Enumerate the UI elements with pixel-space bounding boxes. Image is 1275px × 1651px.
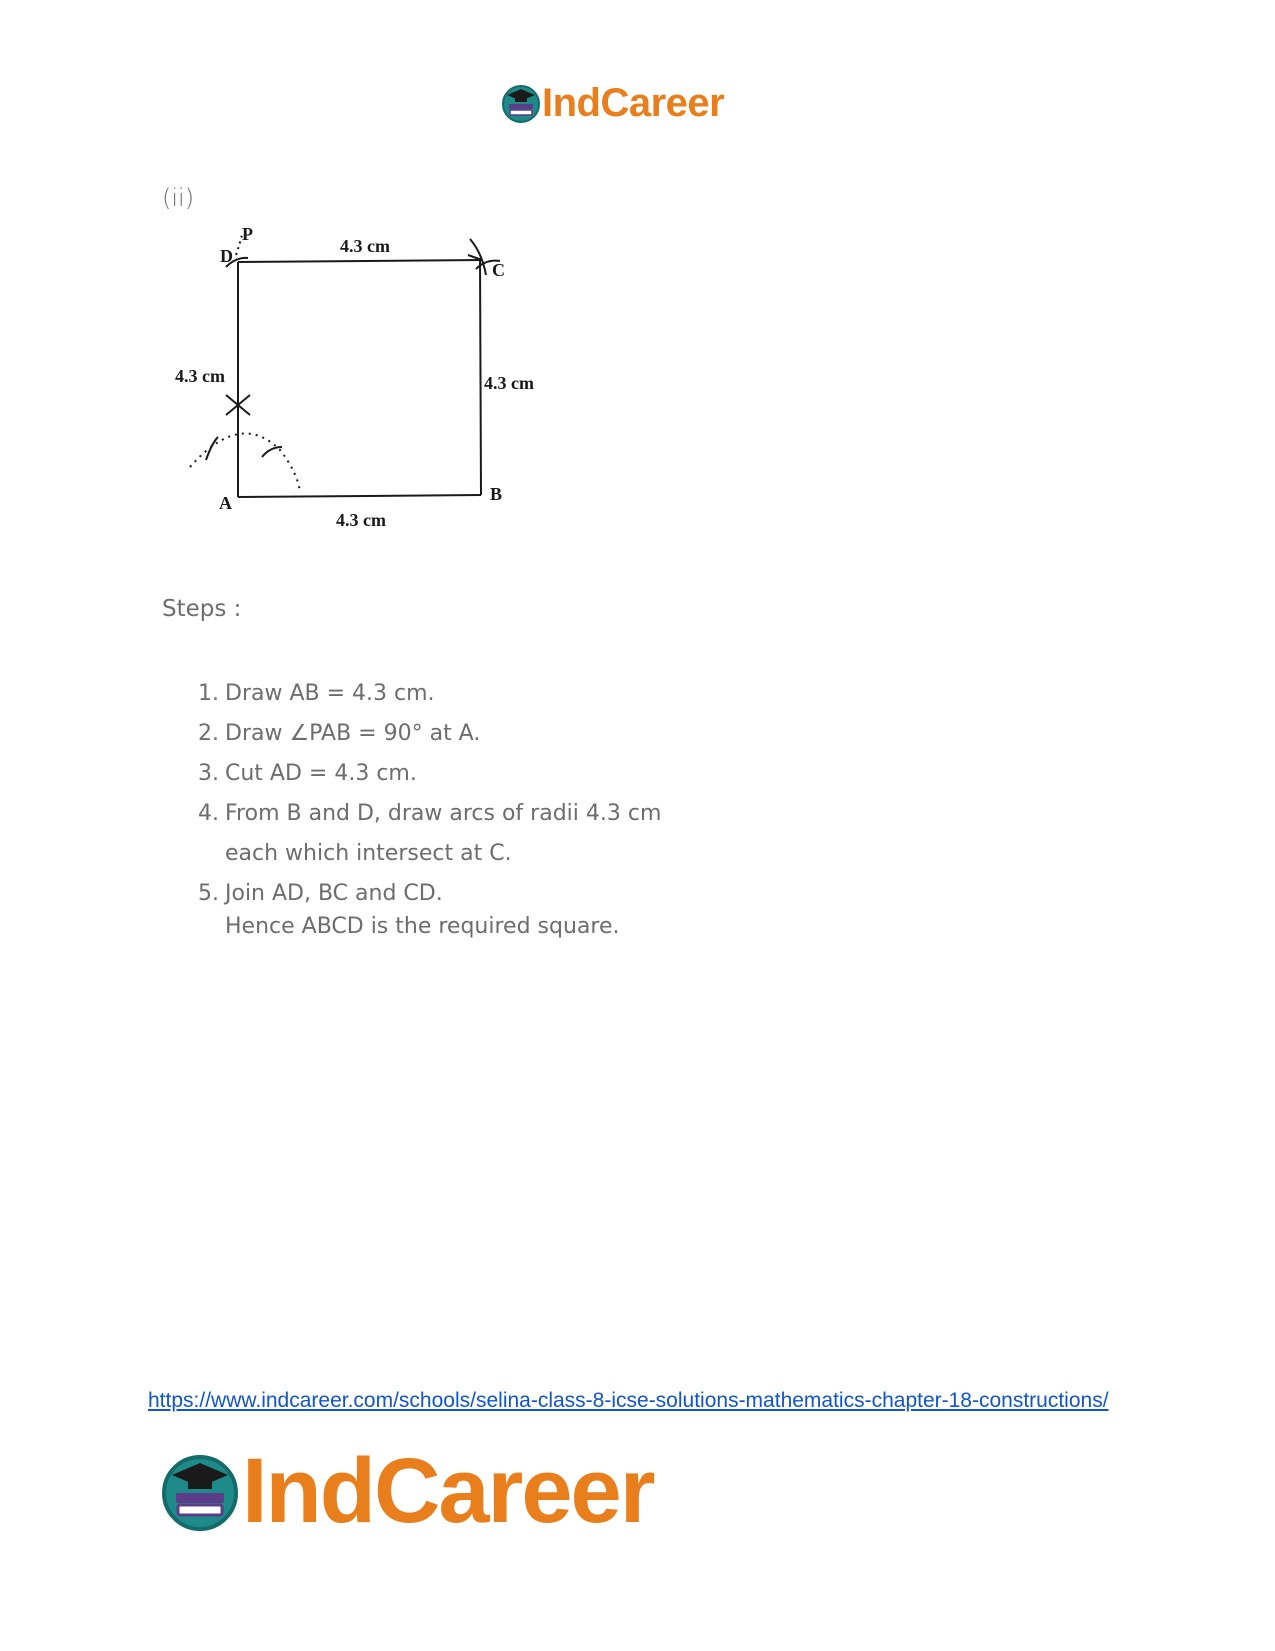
- vertex-label-c: C: [492, 260, 505, 280]
- conclusion-text: Hence ABCD is the required square.: [225, 914, 620, 939]
- step-text: Draw AB = 4.3 cm.: [225, 681, 435, 706]
- part-label: (ii): [162, 184, 195, 212]
- steps-list: [198, 674, 661, 914]
- step-number: 1.: [198, 681, 219, 706]
- list-item: [198, 754, 661, 794]
- graduation-books-icon: [500, 82, 542, 124]
- side-label-right: 4.3 cm: [484, 373, 534, 393]
- vertex-label-a: A: [219, 493, 232, 513]
- vertex-label-d: D: [220, 246, 233, 266]
- square-construction-figure: [170, 225, 590, 565]
- logo-text: IndCareer: [242, 1439, 654, 1542]
- side-cd: [238, 260, 482, 262]
- side-ab: [238, 495, 481, 497]
- side-bc: [480, 258, 481, 495]
- side-label-top: 4.3 cm: [340, 236, 390, 256]
- step-text: Join AD, BC and CD.: [225, 881, 443, 906]
- logo-text: IndCareer: [542, 80, 725, 125]
- step-text: each which intersect at C.: [225, 841, 512, 866]
- list-item: [198, 794, 661, 834]
- side-label-bottom: 4.3 cm: [336, 510, 386, 530]
- step-number: 5.: [198, 881, 219, 906]
- graduation-books-icon: [158, 1449, 242, 1533]
- step-text: Draw ∠PAB = 90° at A.: [225, 721, 481, 746]
- step-number: 4.: [198, 801, 219, 826]
- source-link[interactable]: https://www.indcareer.com/schools/selina-class-8-icse-solutions-mathematics-chapter-18-constructions/: [148, 1389, 1109, 1412]
- vertex-label-b: B: [490, 484, 503, 504]
- step-number: 3.: [198, 761, 219, 786]
- side-label-left: 4.3 cm: [175, 366, 225, 386]
- list-item: [198, 714, 661, 754]
- list-item: [198, 674, 661, 714]
- step-text: From B and D, draw arcs of radii 4.3 cm: [225, 801, 662, 826]
- steps-title: Steps :: [162, 596, 242, 622]
- construction-arc-dotted: [190, 434, 300, 493]
- footer-logo: [158, 1439, 654, 1542]
- vertex-label-p: P: [242, 225, 253, 244]
- step-number: 2.: [198, 721, 219, 746]
- step-text: Cut AD = 4.3 cm.: [225, 761, 417, 786]
- list-item: [198, 874, 661, 914]
- header-logo: [500, 78, 724, 128]
- list-item: [198, 834, 661, 874]
